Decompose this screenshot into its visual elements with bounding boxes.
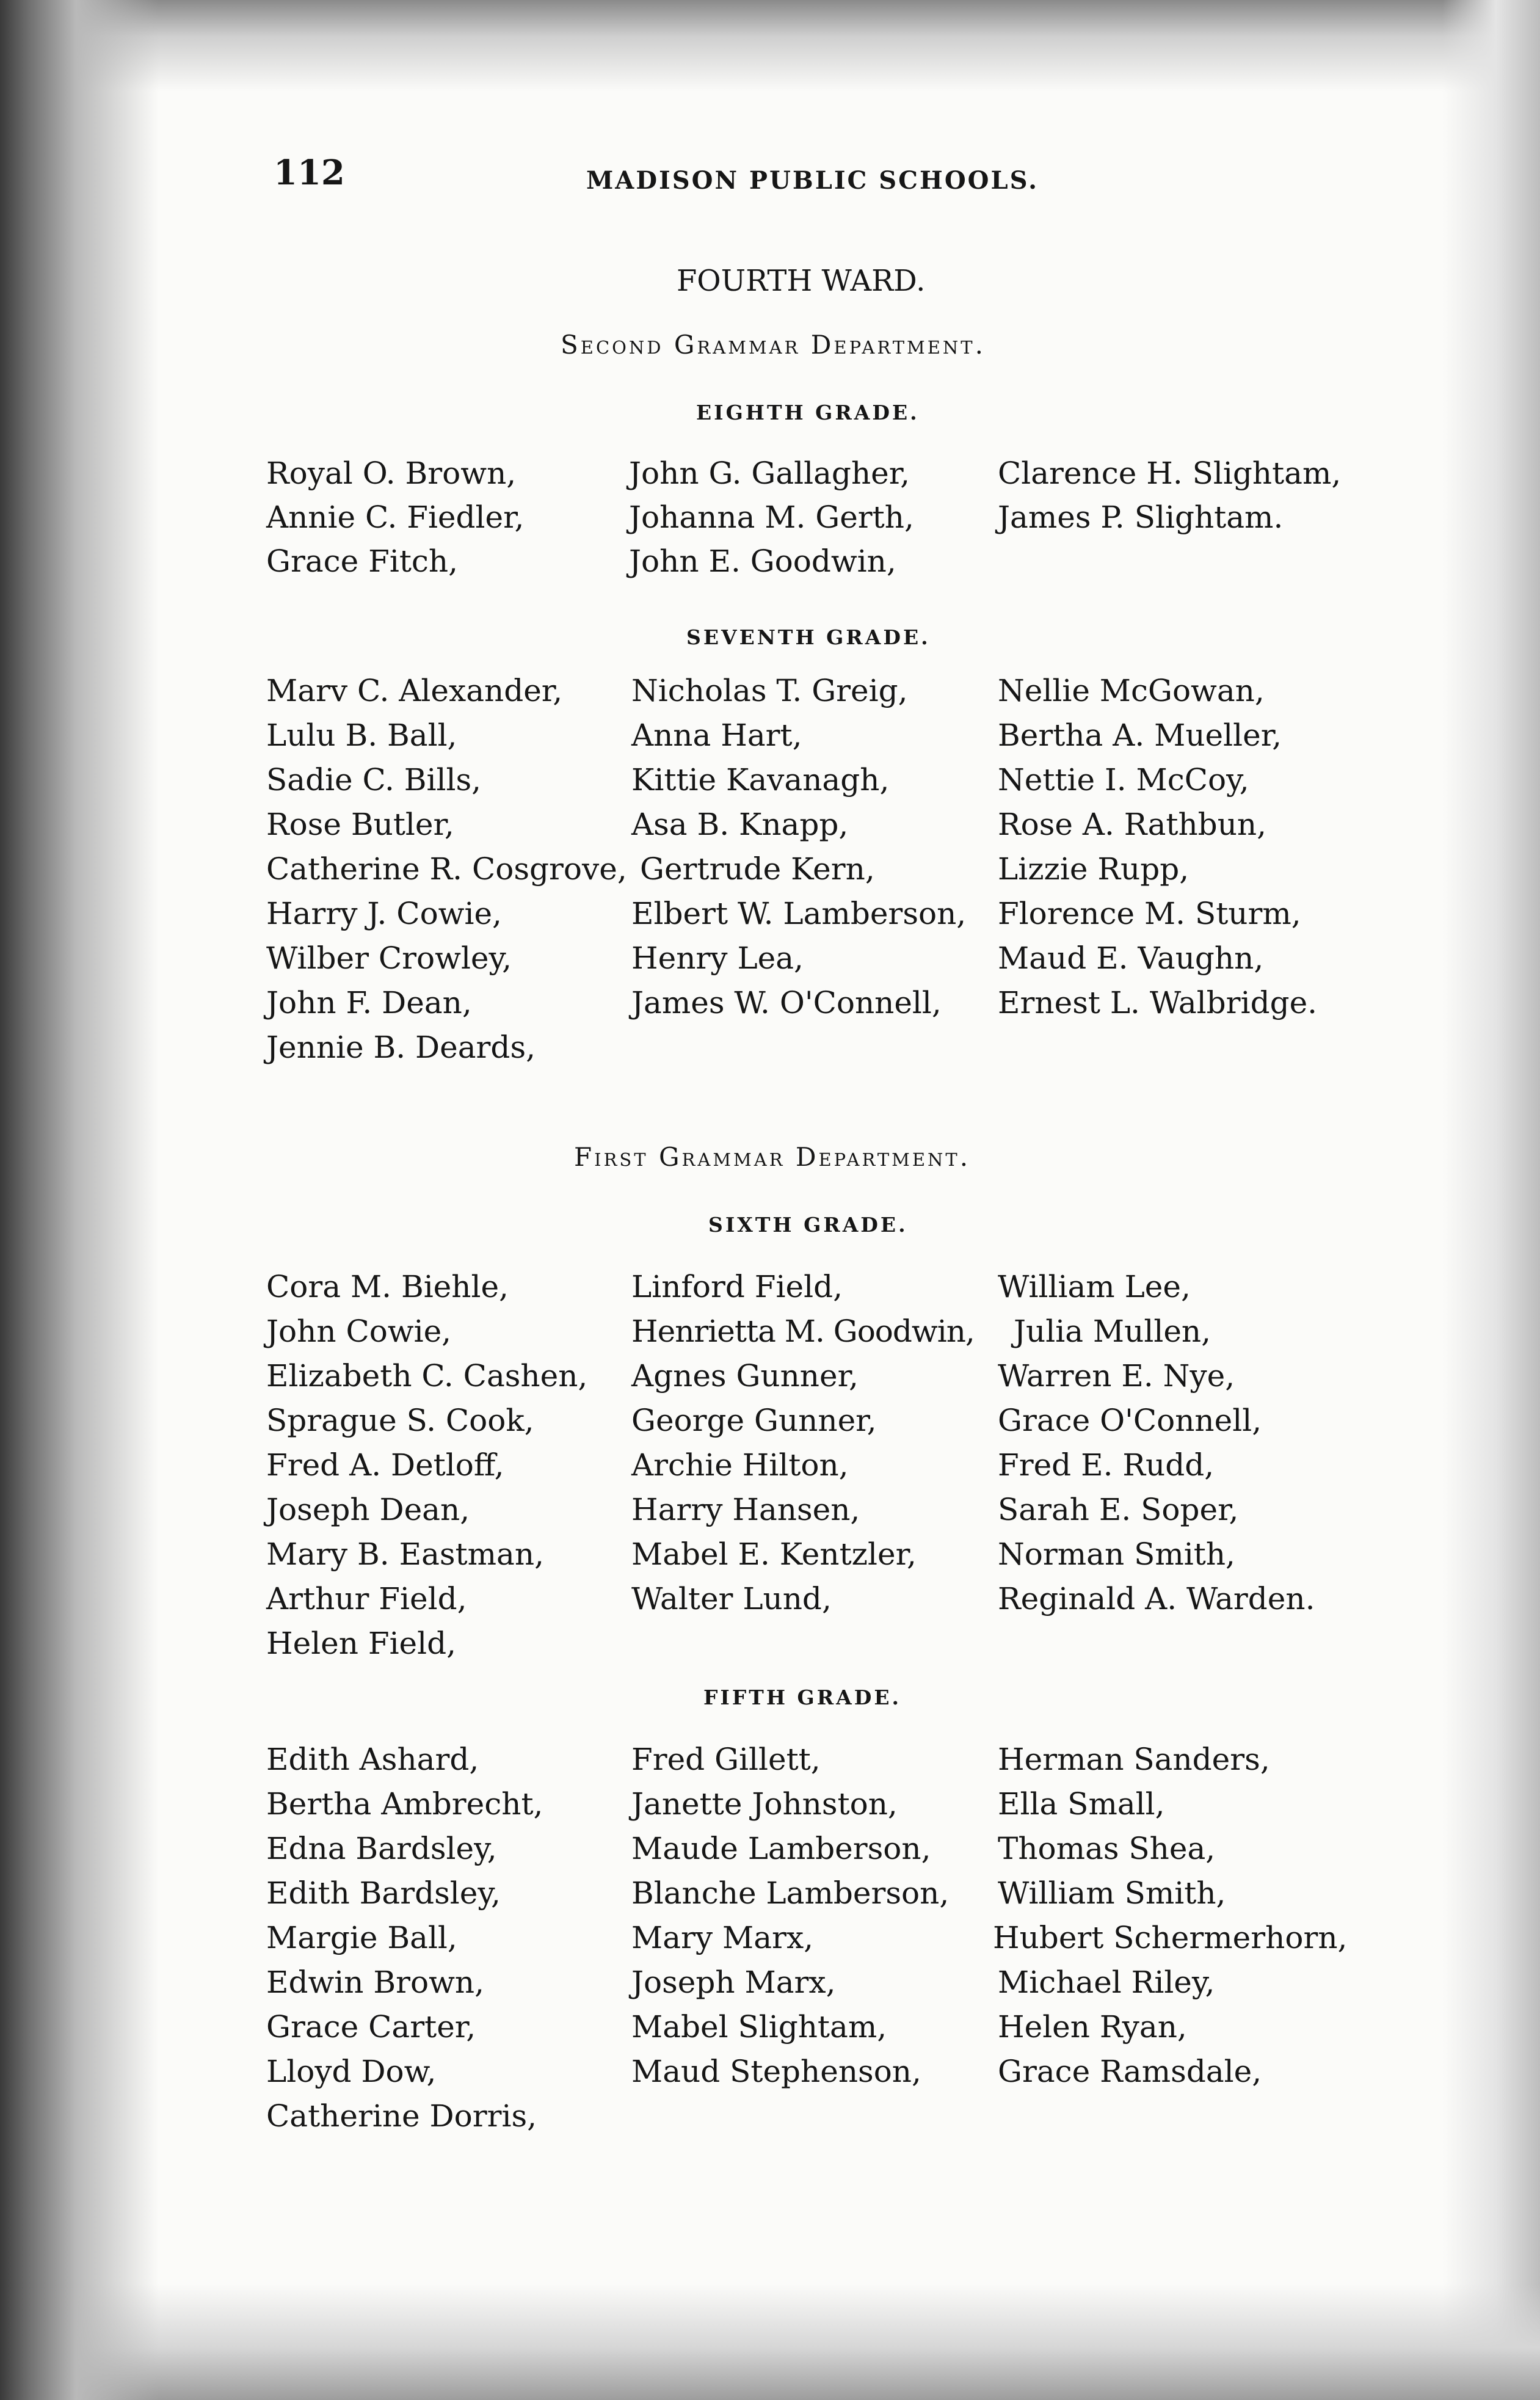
student-name: William Lee,: [998, 1269, 1191, 1304]
student-name: Arthur Field,: [266, 1581, 467, 1616]
student-name: Nicholas T. Greig,: [631, 673, 908, 708]
student-name: Fred E. Rudd,: [998, 1447, 1215, 1483]
department-title-second-grammar: Second Grammar Department.: [561, 330, 986, 360]
student-name: Lizzie Rupp,: [998, 851, 1190, 887]
student-name: Warren E. Nye,: [998, 1358, 1235, 1394]
student-name: Ernest L. Walbridge.: [998, 985, 1318, 1020]
student-name: Harry Hansen,: [631, 1492, 860, 1527]
student-name: Michael Riley,: [998, 1965, 1215, 2000]
student-name: Gertrude Kern,: [640, 851, 875, 887]
student-name: Grace Ramsdale,: [998, 2054, 1262, 2089]
student-name: Edith Bardsley,: [266, 1875, 501, 1911]
grade-title-fifth: FIFTH GRADE.: [703, 1685, 901, 1709]
student-name: Ella Small,: [998, 1786, 1165, 1822]
page-top-shadow: [0, 0, 1540, 92]
student-name: Annie C. Fiedler,: [266, 500, 525, 535]
student-name: Joseph Marx,: [631, 1965, 836, 2000]
student-name: Elbert W. Lamberson,: [631, 896, 967, 931]
student-name: Fred Gillett,: [631, 1742, 821, 1777]
grade-title-eighth: EIGHTH GRADE.: [696, 401, 920, 424]
student-name: Helen Field,: [266, 1626, 457, 1661]
student-name: James P. Slightam.: [998, 500, 1284, 535]
student-name: Agnes Gunner,: [631, 1358, 859, 1394]
student-name: Sarah E. Soper,: [998, 1492, 1239, 1527]
student-name: Janette Johnston,: [631, 1786, 898, 1822]
student-name: Helen Ryan,: [998, 2009, 1187, 2045]
student-name: Linford Field,: [631, 1269, 843, 1304]
student-name: Mary B. Eastman,: [266, 1536, 544, 1572]
student-name: Maud E. Vaughn,: [998, 940, 1264, 976]
student-name: Rose A. Rathbun,: [998, 807, 1266, 842]
student-name: Hubert Schermerhorn,: [993, 1920, 1348, 1955]
student-name: Edna Bardsley,: [266, 1831, 497, 1866]
student-name: Catherine R. Cosgrove,: [266, 851, 627, 887]
student-name: Henrietta M. Goodwin,: [631, 1314, 975, 1349]
student-name: Lloyd Dow,: [266, 2054, 437, 2089]
page-right-shadow: [1442, 0, 1540, 2400]
student-name: Fred A. Detloff,: [266, 1447, 504, 1483]
student-name: Archie Hilton,: [631, 1447, 849, 1483]
grade-title-sixth: SIXTH GRADE.: [708, 1213, 908, 1237]
student-name: Asa B. Knapp,: [631, 807, 849, 842]
student-name: Mabel Slightam,: [631, 2009, 887, 2045]
student-name: Bertha A. Mueller,: [998, 718, 1282, 753]
department-title-first-grammar: First Grammar Department.: [574, 1142, 971, 1172]
student-name: Sadie C. Bills,: [266, 762, 482, 798]
student-name: John Cowie,: [266, 1314, 452, 1349]
student-name: John G. Gallagher,: [629, 456, 910, 491]
student-name: Nettie I. McCoy,: [998, 762, 1249, 798]
student-name: Herman Sanders,: [998, 1742, 1270, 1777]
page-number: 112: [274, 153, 345, 193]
student-name: Norman Smith,: [998, 1536, 1235, 1572]
student-name: Wilber Crowley,: [266, 940, 512, 976]
student-name: Blanche Lamberson,: [631, 1875, 950, 1911]
student-name: John E. Goodwin,: [629, 544, 896, 579]
student-name: Royal O. Brown,: [266, 456, 517, 491]
student-name: Grace Carter,: [266, 2009, 476, 2045]
student-name: Henry Lea,: [631, 940, 804, 976]
student-name: Kittie Kavanagh,: [631, 762, 890, 798]
student-name: Grace Fitch,: [266, 544, 459, 579]
student-name: Anna Hart,: [631, 718, 802, 753]
student-name: Mabel E. Kentzler,: [631, 1536, 917, 1572]
student-name: John F. Dean,: [266, 985, 472, 1020]
ward-title: FOURTH WARD.: [677, 264, 926, 298]
student-name: Catherine Dorris,: [266, 2098, 537, 2134]
student-name: Sprague S. Cook,: [266, 1403, 534, 1438]
student-name: James W. O'Connell,: [631, 985, 942, 1020]
student-name: Joseph Dean,: [266, 1492, 470, 1527]
student-name: George Gunner,: [631, 1403, 877, 1438]
page-binding-shadow: [0, 0, 159, 2400]
student-name: Maud Stephenson,: [631, 2054, 921, 2089]
student-name: Harry J. Cowie,: [266, 896, 502, 931]
student-name: Rose Butler,: [266, 807, 454, 842]
student-name: Bertha Ambrecht,: [266, 1786, 543, 1822]
grade-title-seventh: SEVENTH GRADE.: [686, 625, 931, 649]
student-name: Maude Lamberson,: [631, 1831, 931, 1866]
student-name: Thomas Shea,: [998, 1831, 1216, 1866]
student-name: Florence M. Sturm,: [998, 896, 1301, 931]
student-name: William Smith,: [998, 1875, 1226, 1911]
student-name: Grace O'Connell,: [998, 1403, 1262, 1438]
student-name: Johanna M. Gerth,: [629, 500, 914, 535]
student-name: Clarence H. Slightam,: [998, 456, 1342, 491]
student-name: Margie Ball,: [266, 1920, 457, 1955]
student-name: Marv C. Alexander,: [266, 673, 563, 708]
student-name: Julia Mullen,: [1014, 1314, 1211, 1349]
student-name: Lulu B. Ball,: [266, 718, 457, 753]
student-name: Jennie B. Deards,: [266, 1030, 536, 1065]
running-head: MADISON PUBLIC SCHOOLS.: [586, 166, 1039, 195]
page-bottom-shadow: [0, 2284, 1540, 2400]
student-name: Edwin Brown,: [266, 1965, 485, 2000]
student-name: Mary Marx,: [631, 1920, 814, 1955]
student-name: Cora M. Biehle,: [266, 1269, 509, 1304]
student-name: Reginald A. Warden.: [998, 1581, 1315, 1616]
student-name: Elizabeth C. Cashen,: [266, 1358, 588, 1394]
student-name: Nellie McGowan,: [998, 673, 1265, 708]
student-name: Edith Ashard,: [266, 1742, 479, 1777]
student-name: Walter Lund,: [631, 1581, 832, 1616]
